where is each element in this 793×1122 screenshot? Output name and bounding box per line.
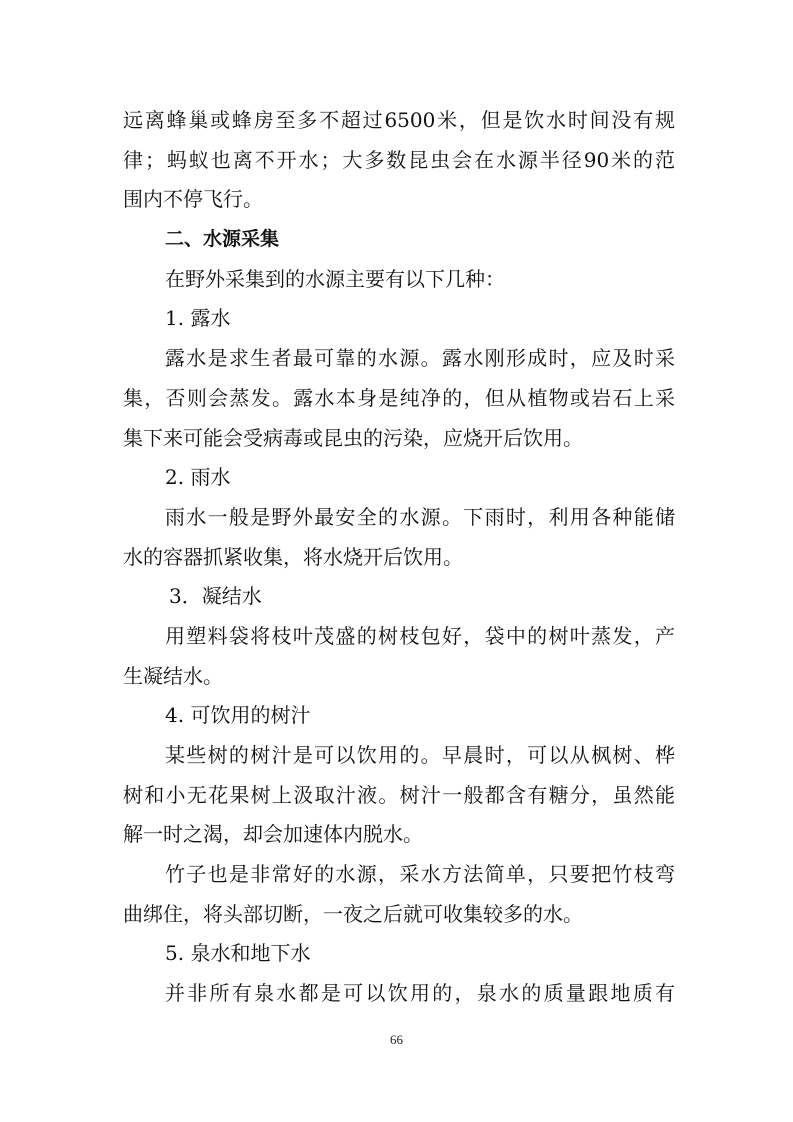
text-line: 水的容器抓紧收集，将水烧开后饮用。 [123,544,463,569]
section-heading: 二、水源采集 [165,228,280,251]
text-line: 生凝结水。 [123,663,223,688]
text-line: 集，否则会蒸发。露水本身是纯净的，但从植物或岩石上采 [123,385,675,410]
text-line: 远离蜂巢或蜂房至多不超过6500米，但是饮水时间没有规 [123,108,675,132]
text-line: 围内不停飞行。 [123,187,263,212]
subsection-heading: 1. 露水 [165,306,231,331]
text-line: 曲绑住，将头部切断，一夜之后就可收集较多的水。 [123,901,583,926]
subsection-heading: 4. 可饮用的树汁 [165,703,311,728]
subsection-heading: 5. 泉水和地下水 [165,941,311,966]
text-line: 在野外采集到的水源主要有以下几种： [165,266,505,291]
text-line: 竹子也是非常好的水源，采水方法简单，只要把竹枝弯 [165,862,675,887]
text-line: 雨水一般是野外最安全的水源。下雨时，利用各种能储 [165,504,675,529]
text-line: 某些树的树汁是可以饮用的。早晨时，可以从枫树、桦 [165,743,675,767]
text-line: 树和小无花果树上汲取汁液。树汁一般都含有糖分，虽然能 [123,782,675,807]
text-line: 并非所有泉水都是可以饮用的，泉水的质量跟地质有 [165,981,675,1006]
text-line: 律；蚂蚁也离不开水；大多数昆虫会在水源半径90米的范 [123,147,675,172]
subsection-heading: 3．凝结水 [169,584,262,609]
text-line: 用塑料袋将枝叶茂盛的树枝包好，袋中的树叶蒸发，产 [165,623,675,648]
page-number: 66 [390,1032,403,1047]
subsection-heading: 2. 雨水 [165,465,231,490]
body-text [123,101,675,1014]
text-line: 露水是求生者最可靠的水源。露水刚形成时，应及时采 [165,346,675,371]
text-line: 集下来可能会受病毒或昆虫的污染，应烧开后饮用。 [123,425,583,450]
text-line: 解一时之渴，却会加速体内脱水。 [123,822,423,847]
